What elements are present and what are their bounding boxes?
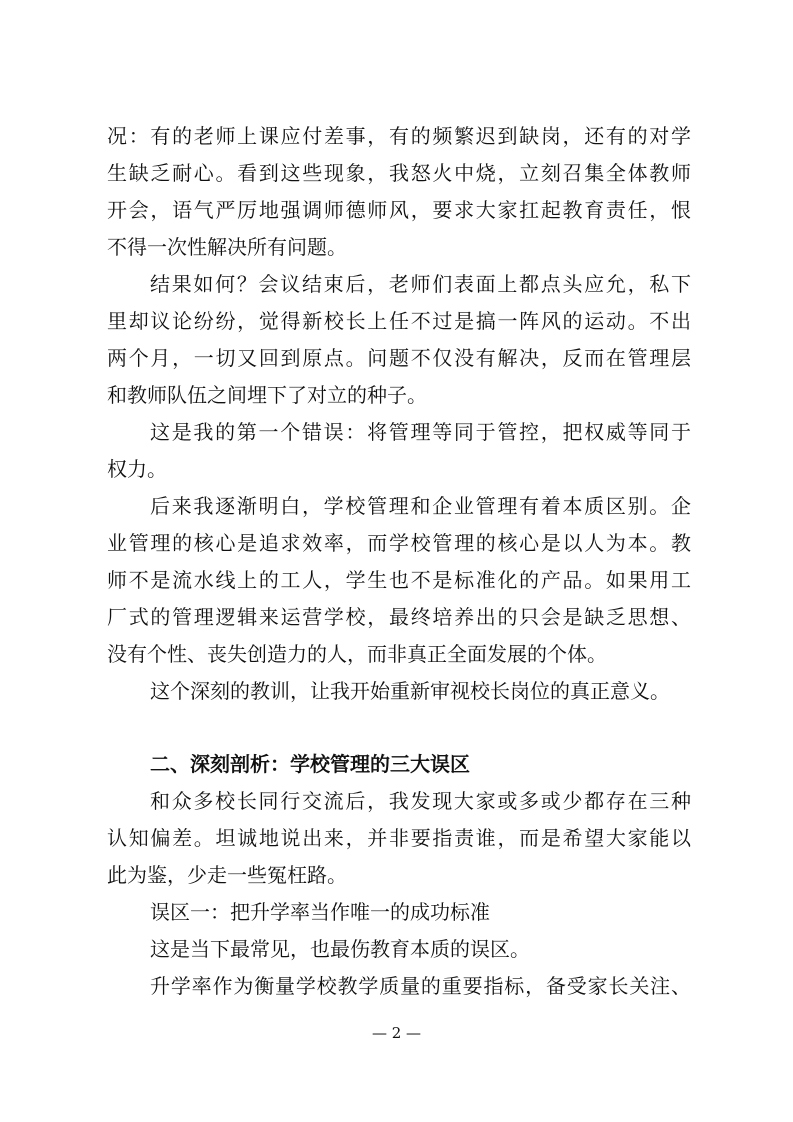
text-line: 生缺乏耐心。看到这些现象，我怒火中烧，立刻召集全体教师 xyxy=(107,161,691,185)
text-line: 和众多校长同行交流后，我发现大家或多或少都存在三种 xyxy=(150,789,691,813)
text-line: 师不是流水线上的工人，学生也不是标准化的产品。如果用工 xyxy=(107,568,691,592)
text-line: 没有个性、丧失创造力的人，而非真正全面发展的个体。 xyxy=(107,642,607,666)
paragraph xyxy=(107,414,691,488)
paragraph xyxy=(107,488,691,673)
text-line: 厂式的管理逻辑来运营学校，最终培养出的只会是缺乏思想、 xyxy=(107,605,691,629)
text-line: 权力。 xyxy=(107,457,167,481)
text-line: 里却议论纷纷，觉得新校长上任不过是搞一阵风的运动。不出 xyxy=(107,309,691,333)
text-line: 这是我的第一个错误：将管理等同于管控，把权威等同于 xyxy=(150,420,691,444)
paragraph xyxy=(107,931,691,968)
text-line: 况：有的老师上课应付差事，有的频繁迟到缺岗，还有的对学 xyxy=(107,124,691,148)
paragraph xyxy=(107,968,691,1005)
paragraph xyxy=(107,894,691,931)
text-line: 开会，语气严厉地强调师德师风，要求大家扛起教育责任，恨 xyxy=(107,198,691,222)
document-body xyxy=(107,118,691,1005)
text-line: 认知偏差。坦诚地说出来，并非要指责谁，而是希望大家能以 xyxy=(107,826,691,850)
text-line: 这个深刻的教训，让我开始重新审视校长岗位的真正意义。 xyxy=(150,679,670,703)
paragraph xyxy=(107,118,691,266)
section-after xyxy=(107,783,691,1005)
text-line: 业管理的核心是追求效率，而学校管理的核心是以人为本。教 xyxy=(107,531,691,555)
paragraph xyxy=(107,673,691,710)
text-line: 结果如何？会议结束后，老师们表面上都点头应允，私下 xyxy=(150,272,691,296)
text-line: 此为鉴，少走一些冤枉路。 xyxy=(107,863,347,887)
text-line: 后来我逐渐明白，学校管理和企业管理有着本质区别。企 xyxy=(150,494,691,518)
text-line: 和教师队伍之间埋下了对立的种子。 xyxy=(107,383,427,407)
page-number: — 2 — xyxy=(371,1024,422,1042)
text-line: 两个月，一切又回到原点。问题不仅没有解决，反而在管理层 xyxy=(107,346,691,370)
text-line: 不得一次性解决所有问题。 xyxy=(107,235,347,259)
paragraph xyxy=(107,266,691,414)
section-heading: 二、深刻剖析：学校管理的三大误区 xyxy=(150,752,470,776)
text-line: 误区一：把升学率当作唯一的成功标准 xyxy=(150,900,490,924)
text-line: 升学率作为衡量学校教学质量的重要指标，备受家长关注、 xyxy=(150,974,691,998)
paragraph xyxy=(107,783,691,894)
text-line: 这是当下最常见，也最伤教育本质的误区。 xyxy=(150,937,530,961)
section-before xyxy=(107,118,691,710)
